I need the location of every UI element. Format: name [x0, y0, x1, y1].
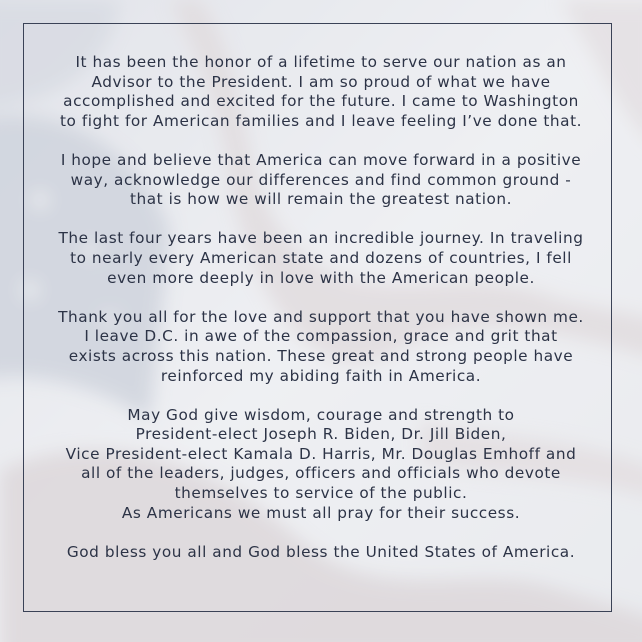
statement-line: exists across this nation. These great and strong people have — [68, 346, 574, 365]
statement-paragraph — [26, 229, 616, 288]
statement-text — [26, 53, 616, 582]
statement-line: even more deeply in love with the American people. — [107, 268, 535, 287]
statement-line: way, acknowledge our differences and find common ground - — [70, 170, 572, 189]
statement-line: accomplished and excited for the future. I came to Washington — [63, 92, 579, 111]
statement-paragraph — [26, 543, 616, 563]
statement-line: Advisor to the President. I am so proud of what we have — [91, 72, 551, 91]
statement-line: to fight for American families and I leave feeling I’ve done that. — [59, 111, 583, 130]
statement-line: God bless you all and God bless the United States of America. — [66, 542, 576, 561]
statement-line: Vice President-elect Kamala D. Harris, Mr. Douglas Emhoff and — [65, 444, 577, 463]
statement-line: to nearly every American state and dozens of countries, I fell — [70, 248, 572, 267]
statement-line: May God give wisdom, courage and strength to — [127, 405, 515, 424]
statement-line: It has been the honor of a lifetime to serve our nation as an — [75, 53, 567, 71]
statement-line: reinforced my abiding faith in America. — [160, 366, 482, 385]
statement-line: I hope and believe that America can move forward in a positive — [60, 150, 582, 169]
statement-line: all of the leaders, judges, officers and officials who devote — [81, 464, 561, 483]
statement-line: that is how we will remain the greatest nation. — [129, 190, 513, 209]
statement-line: As Americans we must all pray for their success. — [121, 503, 521, 522]
statement-line: The last four years have been an incredible journey. In traveling — [58, 229, 584, 248]
statement-line: themselves to service of the public. — [174, 484, 468, 503]
statement-paragraph — [26, 406, 616, 524]
statement-line: President-elect Joseph R. Biden, Dr. Jill Biden, — [135, 425, 507, 444]
statement-paragraph — [26, 151, 616, 210]
statement-line: Thank you all for the love and support that you have shown me. — [58, 307, 584, 326]
statement-paragraph — [26, 53, 616, 131]
statement-paragraph — [26, 308, 616, 386]
statement-line: I leave D.C. in awe of the compassion, grace and grit that — [84, 327, 558, 346]
